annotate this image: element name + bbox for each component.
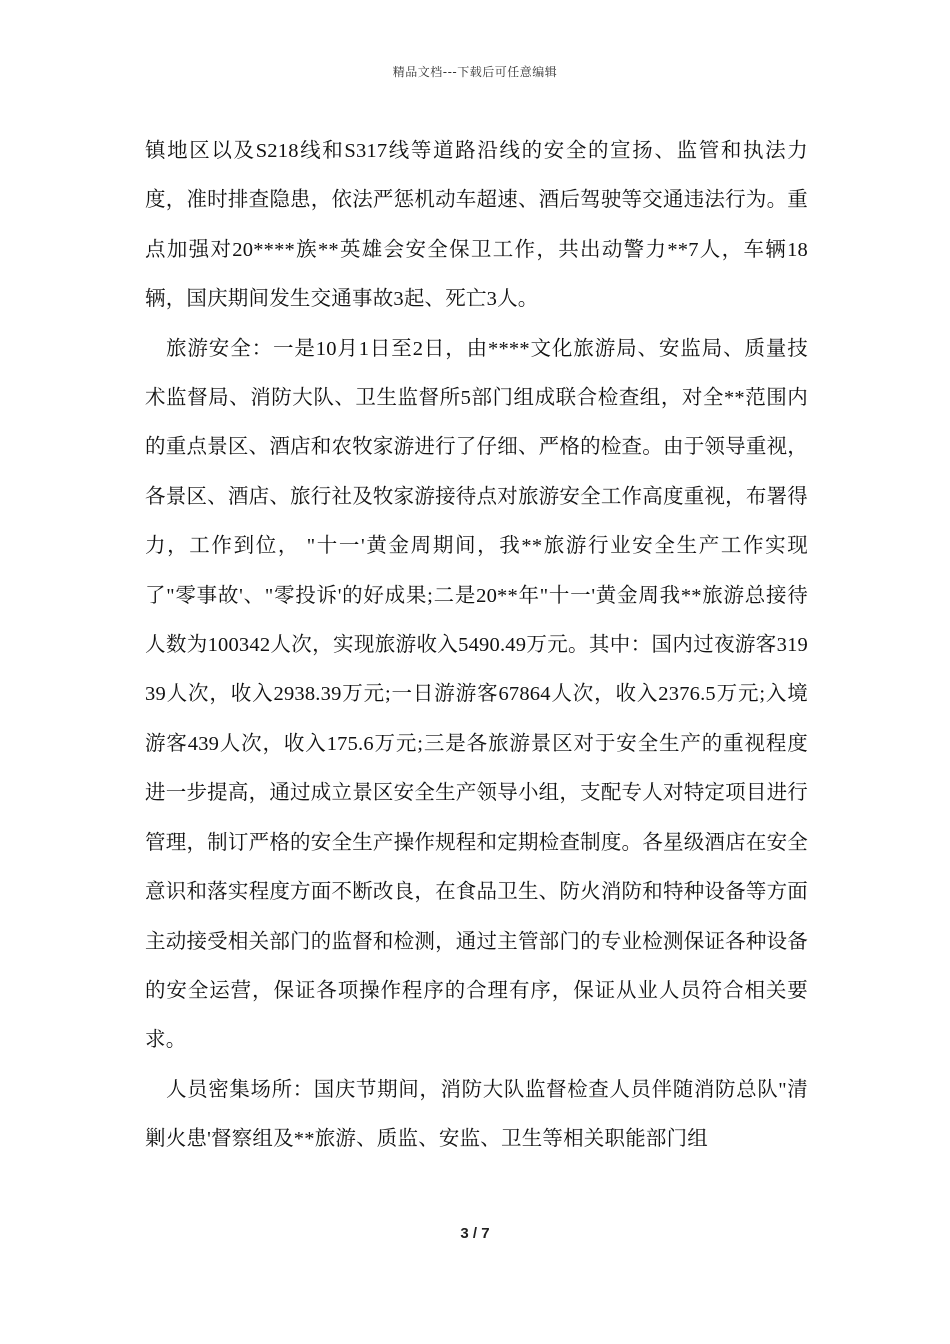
paragraph-traffic-continuation: 镇地区以及S218线和S317线等道路沿线的安全的宣扬、监管和执法力度，准时排查隐患，依法严惩机动车超速、酒后驾驶等交通违法行为。重点加强对20****族**英雄会安全保卫工作，共出动警力**7人，车辆18辆，国庆期间发生交通事故3起、死亡3人。 [145,140,808,311]
page-header: 精品文档---下载后可任意编辑 [392,65,558,79]
paragraph-tourism-safety: 旅游安全：一是10月1日至2日，由****文化旅游局、安监局、质量技术监督局、消防大队、卫生监督所5部门组成联合检查组，对全**范围内的重点景区、酒店和农牧家游进行了仔细、严格的检查。由于领导重视，各景区、酒店、旅行社及牧家游接待点对旅游安全工作高度重视，布署得力，工作到位， "十一'黄金周期间，我**旅游行业安全生产工作实现了"零事故'、"零投诉'的好成果;二是20**年"十一'黄金周我**旅游总接待人数为100342人次，实现旅游收入5490.49万元。其中：国内过夜游客31939人次，收入2938.39万元;一日游游客67864人次，收入2376.5万元;入境游客439人次，收入175.6万元;三是各旅游景区对于安全生产的重视程度进一步提高，通过成立景区安全生产领导小组，支配专人对特定项目进行管理，制订严格的安全生产操作规程和定期检查制度。各星级酒店在安全意识和落实程度方面不断改良，在食品卫生、防火消防和特种设备等方面主动接受相关部门的监督和检测，通过主管部门的专业检测保证各种设备的安全运营，保证各项操作程序的合理有序，保证从业人员符合相关要求。 [145,337,808,1052]
document-body [145,127,808,1165]
paragraph-crowded-places: 人员密集场所：国庆节期间，消防大队监督检查人员伴随消防总队"清剿火患'督察组及**旅游、质监、安监、卫生等相关职能部门组 [145,1078,808,1151]
page-number: 3 / 7 [460,1225,490,1242]
